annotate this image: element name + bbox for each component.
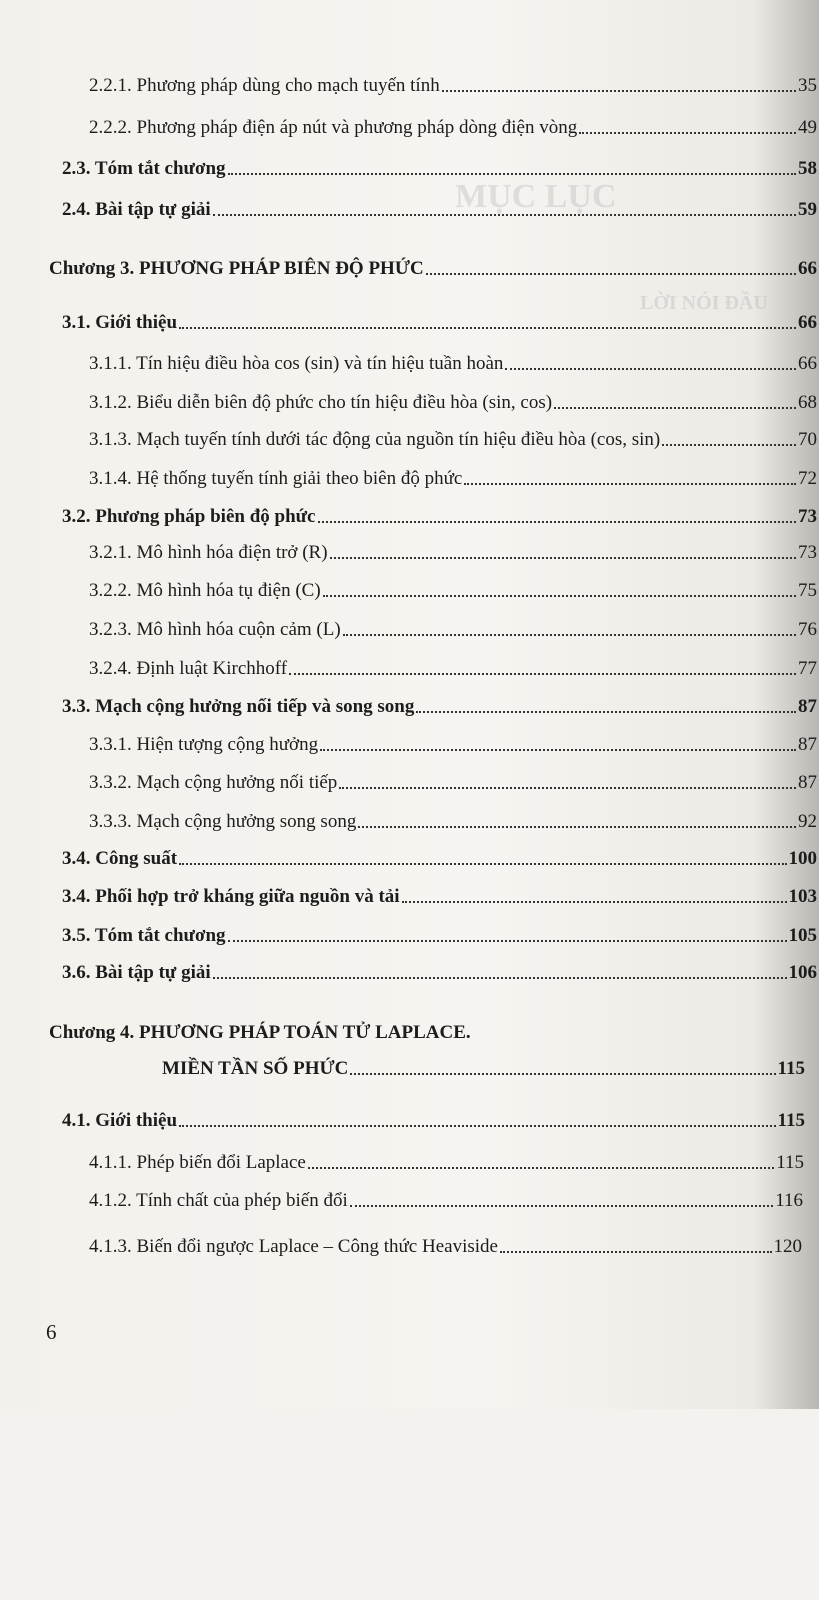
toc-entry[interactable]: 2.2.1. Phương pháp dùng cho mạch tuyến tính 35 [89, 75, 817, 96]
toc-entry[interactable]: 3.5. Tóm tắt chương 105 [62, 925, 817, 946]
toc-entry[interactable]: 3.2. Phương pháp biên độ phức 73 [62, 506, 817, 527]
toc-entry[interactable]: 3.2.3. Mô hình hóa cuộn cảm (L) 76 [89, 619, 817, 640]
toc-entry[interactable]: 3.3.2. Mạch cộng hưởng nối tiếp 87 [89, 772, 817, 793]
show-through-text [60, 700, 240, 1600]
toc-entry[interactable]: 2.2.2. Phương pháp điện áp nút và phương pháp dòng điện vòng 49 [89, 117, 817, 138]
page-number: 6 [46, 1320, 57, 1344]
toc-entry[interactable]: 3.2.2. Mô hình hóa tụ điện (C) 75 [89, 580, 817, 601]
toc-entry[interactable]: 3.6. Bài tập tự giải 106 [62, 962, 817, 983]
toc-entry[interactable]: 2.3. Tóm tắt chương 58 [62, 158, 817, 179]
toc-entry[interactable]: 3.2.4. Định luật Kirchhoff 77 [89, 658, 817, 679]
toc-entry[interactable]: 3.1.3. Mạch tuyến tính dưới tác động của nguồn tín hiệu điều hòa (cos, sin) 70 [89, 429, 817, 450]
toc-entry[interactable]: 4.1. Giới thiệu 115 [62, 1110, 805, 1131]
toc-entry[interactable]: 3.4. Công suất 100 [62, 848, 817, 869]
toc-entry[interactable]: 3.3.3. Mạch cộng hưởng song song 92 [89, 811, 817, 832]
toc-entry[interactable]: 3.4. Phối hợp trở kháng giữa nguồn và tải 103 [62, 886, 817, 907]
toc-entry[interactable]: 3.1. Giới thiệu 66 [62, 312, 817, 333]
toc-entry[interactable]: 3.2.1. Mô hình hóa điện trở (R) 73 [89, 542, 817, 563]
toc-entry[interactable]: 4.1.1. Phép biến đổi Laplace 115 [89, 1152, 804, 1173]
toc-entry[interactable]: 4.1.3. Biến đổi ngược Laplace – Công thức Heaviside 120 [89, 1236, 802, 1257]
toc-entry[interactable]: 3.1.4. Hệ thống tuyến tính giải theo biên độ phức 72 [89, 468, 817, 489]
show-through-text: LỜI NÓI ĐẦU [640, 292, 768, 314]
toc-chapter[interactable]: Chương 4. PHƯƠNG PHÁP TOÁN TỬ LAPLACE. [49, 1022, 471, 1043]
toc-entry[interactable]: 3.3.1. Hiện tượng cộng hưởng 87 [89, 734, 817, 755]
toc-chapter-continuation[interactable]: MIỀN TẦN SỐ PHỨC 115 [162, 1058, 805, 1079]
toc-entry[interactable]: 3.1.2. Biểu diễn biên độ phức cho tín hiệu điều hòa (sin, cos) 68 [89, 392, 817, 413]
toc-chapter[interactable]: Chương 3. PHƯƠNG PHÁP BIÊN ĐỘ PHỨC 66 [49, 258, 817, 279]
toc-entry[interactable]: 4.1.2. Tính chất của phép biến đổi 116 [89, 1190, 803, 1211]
toc-entry[interactable]: 2.4. Bài tập tự giải 59 [62, 199, 817, 220]
toc-entry[interactable]: 3.3. Mạch cộng hưởng nối tiếp và song song 87 [62, 696, 817, 717]
toc-entry[interactable]: 3.1.1. Tín hiệu điều hòa cos (sin) và tín hiệu tuần hoàn 66 [89, 353, 817, 374]
show-through-text: MỤC LỤC [455, 178, 617, 215]
